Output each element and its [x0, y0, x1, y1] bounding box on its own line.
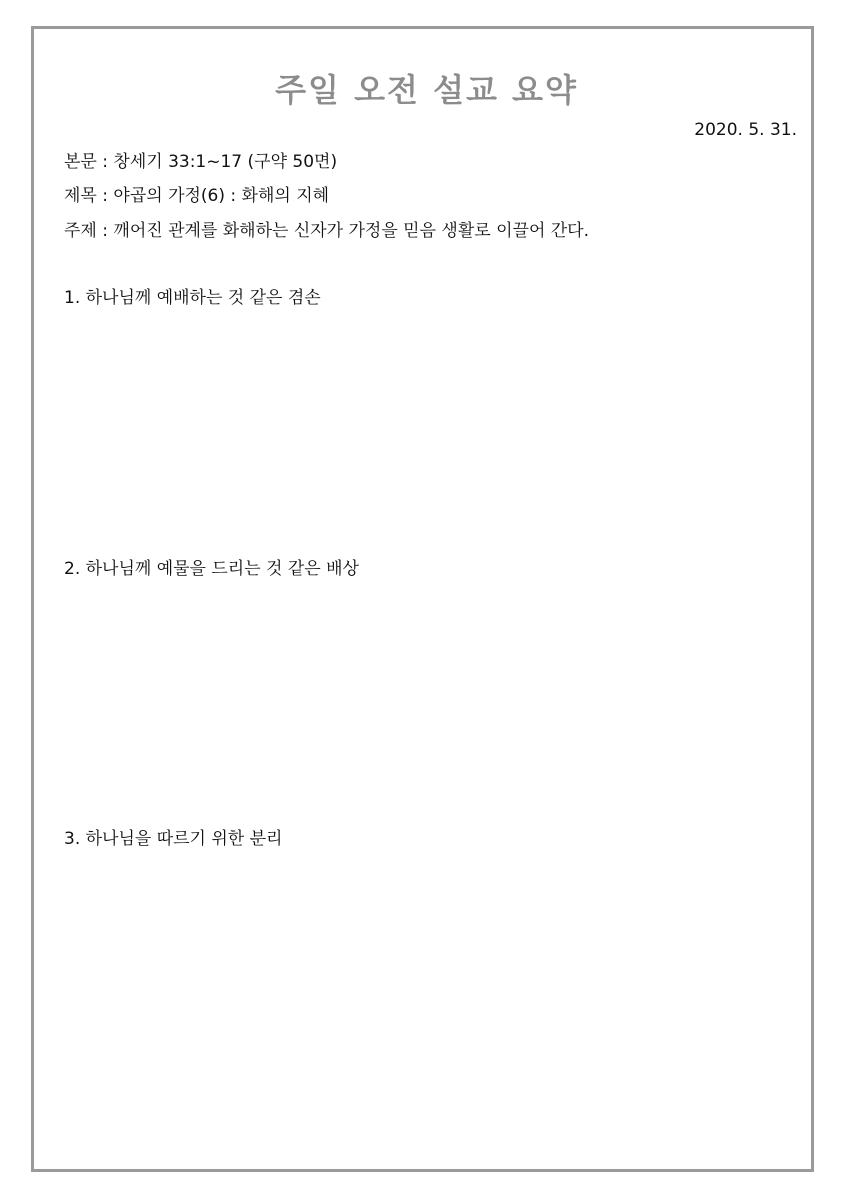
- subject-label: 제목: [64, 186, 97, 206]
- separator: :: [96, 152, 114, 172]
- theme-line: [64, 219, 589, 243]
- scripture-line: [64, 150, 337, 174]
- sermon-date: 2020. 5. 31.: [694, 120, 797, 140]
- section-heading-1: 1. 하나님께 예배하는 것 같은 겸손: [64, 288, 321, 308]
- theme-label: 주제: [64, 221, 97, 241]
- scripture-value: 창세기 33:1~17 (구약 50면): [113, 152, 338, 172]
- page-title: 주일 오전 설교 요약: [275, 71, 578, 109]
- section-heading-3: 3. 하나님을 따르기 위한 분리: [64, 829, 283, 849]
- theme-value: 깨어진 관계를 화해하는 신자가 가정을 믿음 생활로 이끌어 간다.: [113, 221, 590, 241]
- subject-value: 야곱의 가정(6) : 화해의 지혜: [113, 186, 330, 206]
- scripture-label: 본문: [64, 152, 97, 172]
- subject-line: [64, 184, 329, 208]
- separator: :: [96, 186, 114, 206]
- separator: :: [96, 221, 114, 241]
- section-heading-2: 2. 하나님께 예물을 드리는 것 같은 배상: [64, 559, 359, 579]
